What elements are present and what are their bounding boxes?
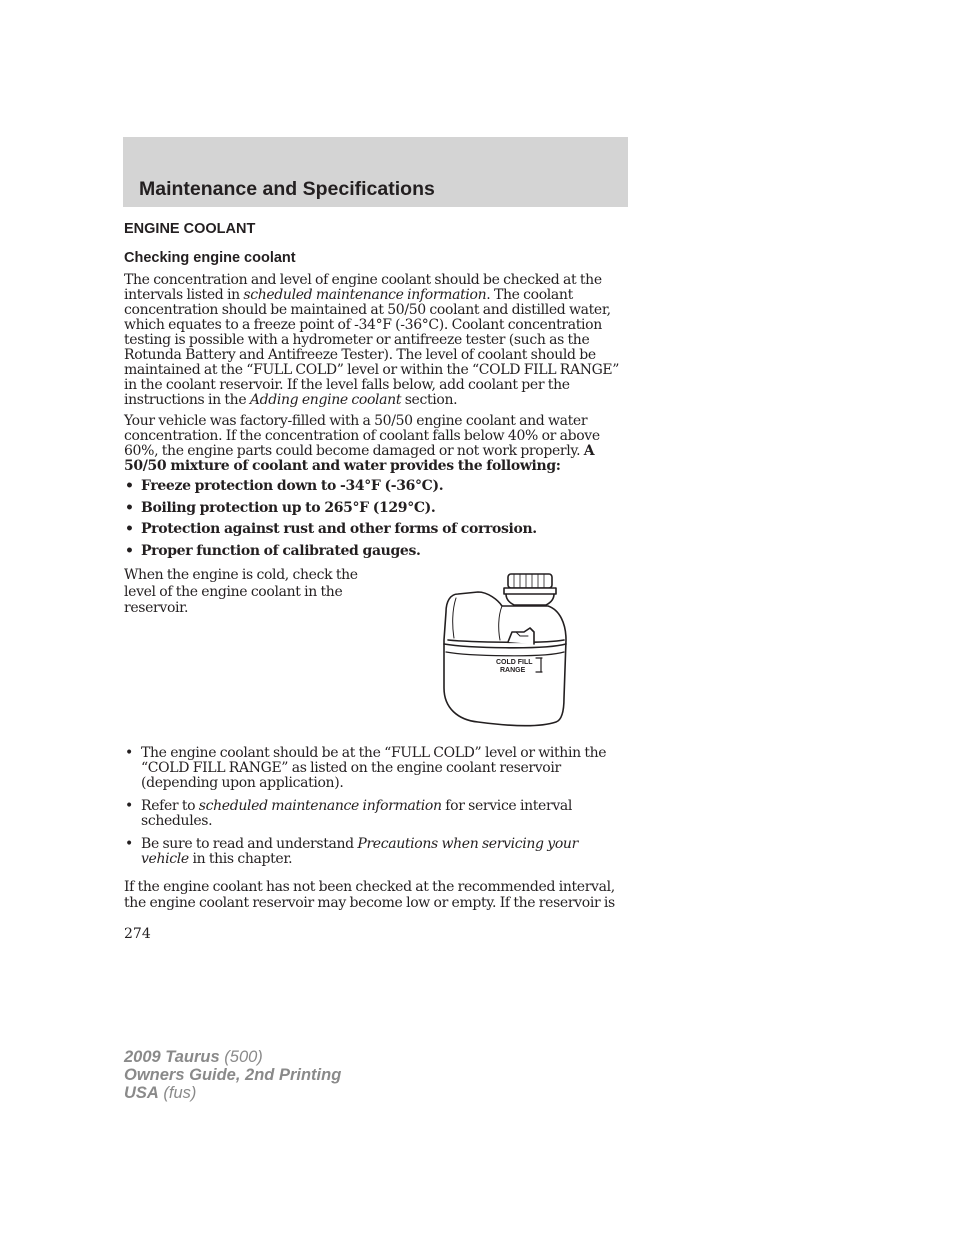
page-number: 274 bbox=[124, 926, 151, 942]
footer-market: USA bbox=[124, 1084, 159, 1102]
document-footer bbox=[124, 1048, 341, 1102]
cross-reference: Precautions when servicing your vehicle bbox=[141, 836, 578, 867]
cross-reference: scheduled maintenance information bbox=[198, 798, 442, 814]
list-item bbox=[124, 501, 537, 523]
text-run: Your vehicle was factory-filled with a 50/50 engine coolant and water concentration. If the concentration of coolant falls below 40% or above 60%, the engine parts could become damaged or not work properly. bbox=[124, 413, 600, 459]
footer-model: 2009 Taurus bbox=[124, 1048, 220, 1066]
paragraph-check-cold: When the engine is cold, check the level of the engine coolant in the reservoir. bbox=[124, 567, 358, 616]
bullet: • bbox=[125, 798, 133, 814]
subsection-heading: Checking engine coolant bbox=[124, 250, 296, 266]
benefit-list bbox=[124, 479, 537, 565]
list-item-text: Boiling protection up to 265°F (129°C). bbox=[141, 499, 436, 516]
text-run: Refer to bbox=[141, 798, 199, 814]
text-run: section. bbox=[401, 392, 458, 408]
list-item bbox=[124, 746, 629, 791]
footer-code: (500) bbox=[219, 1048, 263, 1066]
coolant-reservoir-illustration bbox=[438, 570, 574, 728]
list-item-text: Proper function of calibrated gauges. bbox=[141, 542, 421, 559]
cross-reference: scheduled maintenance information bbox=[243, 287, 487, 303]
header-band bbox=[123, 137, 628, 207]
list-item-text: Freeze protection down to -34°F (-36°C). bbox=[141, 478, 444, 494]
bold-text: A 50/50 mixture of coolant and water provides the following: bbox=[124, 443, 595, 474]
bullet: • bbox=[125, 521, 134, 537]
footer-line-2 bbox=[124, 1066, 341, 1084]
list-item bbox=[124, 799, 629, 829]
list-item bbox=[124, 479, 537, 501]
list-item-text: The engine coolant should be at the “FULL COLD” level or within the “COLD FILL RANGE” as listed on the engine coolant reservoir (depending upon application). bbox=[141, 745, 607, 791]
list-item bbox=[124, 544, 537, 566]
text-run: in this chapter. bbox=[188, 851, 293, 867]
text-run: . The coolant concentration should be maintained at 50/50 coolant and distilled water, which equates to a freeze point of -34°F (-36°C). Coolant concentration testing is possible with a hydrometer or antifreeze tester (such as the Rotunda Battery and Antifreeze Tester). The level of coolant should be maintained at the “FULL COLD” level or within the “COLD FILL RANGE” in the coolant reservoir. If the level falls below, add coolant per the instructions in the bbox=[124, 287, 620, 408]
list-item bbox=[124, 837, 629, 867]
section-heading: ENGINE COOLANT bbox=[124, 221, 256, 237]
text-run: The concentration and level of engine coolant should be checked at the intervals listed in bbox=[124, 272, 602, 303]
paragraph-low-reservoir: If the engine coolant has not been checked at the recommended interval, the engine coolant reservoir may become low or empty. If the reservoir is bbox=[124, 879, 615, 911]
cross-reference: Adding engine coolant bbox=[249, 392, 402, 408]
chapter-title: Maintenance and Specifications bbox=[139, 178, 435, 200]
footer-market-code: (fus) bbox=[158, 1084, 197, 1102]
check-notes-list bbox=[124, 746, 629, 875]
cold-fill-label-line1: COLD FILL bbox=[496, 659, 533, 666]
text-run: Be sure to read and understand bbox=[141, 836, 358, 852]
footer-edition: Owners Guide, 2nd Printing bbox=[124, 1066, 342, 1084]
list-item-text: Protection against rust and other forms of corrosion. bbox=[141, 521, 537, 537]
list-item bbox=[124, 522, 537, 544]
cold-fill-label-line2: RANGE bbox=[500, 667, 526, 674]
footer-line-3 bbox=[124, 1084, 341, 1102]
paragraph-concentration bbox=[124, 273, 629, 408]
text-run: for service interval schedules. bbox=[141, 798, 572, 829]
footer-line-1 bbox=[124, 1048, 341, 1066]
paragraph-factory-fill bbox=[124, 414, 629, 474]
bullet: • bbox=[125, 542, 134, 559]
bullet: • bbox=[125, 745, 133, 761]
bullet: • bbox=[125, 478, 134, 494]
bullet: • bbox=[125, 836, 133, 852]
bullet: • bbox=[125, 499, 134, 516]
